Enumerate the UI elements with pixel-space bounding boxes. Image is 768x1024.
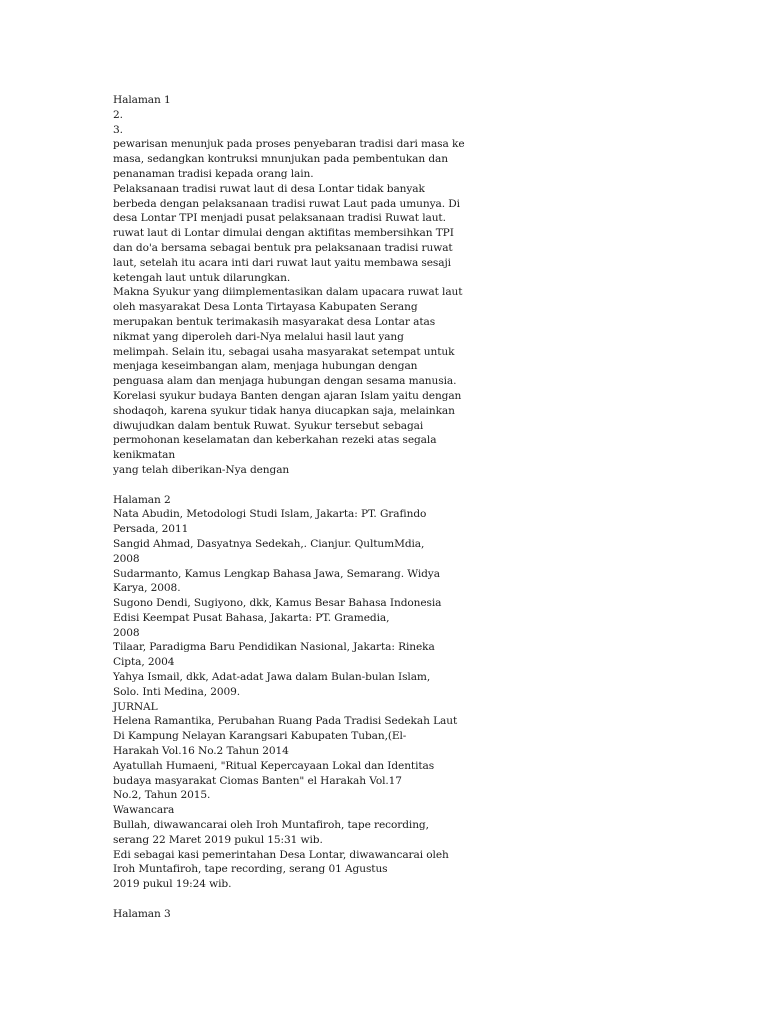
text-line: Makna Syukur yang diimplementasikan dalam upacara ruwat laut bbox=[113, 286, 463, 299]
text-line: Di Kampung Nelayan Karangsari Kabupaten Tuban,(El- bbox=[113, 730, 407, 743]
text-line: Nata Abudin, Metodologi Studi Islam, Jakarta: PT. Grafindo bbox=[113, 508, 427, 521]
document-content bbox=[113, 93, 465, 922]
text-line: No.2, Tahun 2015. bbox=[113, 789, 211, 802]
text-line: yang telah diberikan-Nya dengan bbox=[113, 463, 290, 476]
text-line: Edisi Keempat Pusat Bahasa, Jakarta: PT. Gramedia, bbox=[113, 611, 390, 624]
text-line: 2008 bbox=[113, 552, 140, 565]
text-line: kenikmatan bbox=[113, 449, 176, 462]
text-line: Harakah Vol.16 No.2 Tahun 2014 bbox=[113, 745, 289, 758]
text-line: Bullah, diwawancarai oleh Iroh Muntafiroh, tape recording, bbox=[113, 819, 429, 832]
text-line: Pelaksanaan tradisi ruwat laut di desa Lontar tidak banyak bbox=[113, 182, 425, 195]
text-line: budaya masyarakat Ciomas Banten" el Harakah Vol.17 bbox=[113, 774, 402, 787]
page1-body bbox=[113, 108, 465, 478]
text-line: Cipta, 2004 bbox=[113, 656, 175, 669]
text-line: laut, setelah itu acara inti dari ruwat laut yaitu membawa sesaji bbox=[113, 256, 451, 269]
text-line: diwujudkan dalam bentuk Ruwat. Syukur tersebut sebagai bbox=[113, 419, 424, 432]
text-line: 3. bbox=[113, 123, 123, 136]
text-line: Sudarmanto, Kamus Lengkap Bahasa Jawa, Semarang. Widya bbox=[113, 567, 440, 580]
text-line: masa, sedangkan kontruksi mnunjukan pada pembentukan dan bbox=[113, 153, 448, 166]
text-line: ruwat laut di Lontar dimulai dengan aktifitas membersihkan TPI bbox=[113, 227, 454, 240]
text-line: permohonan keselamatan dan keberkahan rezeki atas segala bbox=[113, 434, 437, 447]
text-line: 2008 bbox=[113, 626, 140, 639]
spacer bbox=[113, 478, 453, 493]
text-line: Korelasi syukur budaya Banten dengan ajaran Islam yaitu dengan bbox=[113, 389, 462, 402]
page1-heading: Halaman 1 bbox=[113, 94, 171, 106]
text-line: JURNAL bbox=[113, 700, 158, 713]
text-line: 2019 pukul 19:24 wib. bbox=[113, 878, 232, 891]
page2-heading: Halaman 2 bbox=[113, 493, 171, 506]
text-line: Ayatullah Humaeni, "Ritual Kepercayaan Lokal dan Identitas bbox=[113, 759, 435, 772]
text-line: Yahya Ismail, dkk, Adat-adat Jawa dalam Bulan-bulan Islam, bbox=[113, 671, 431, 684]
text-line: shodaqoh, karena syukur tidak hanya diucapkan saja, melainkan bbox=[113, 404, 455, 417]
text-line: oleh masyarakat Desa Lonta Tirtayasa Kabupaten Serang bbox=[113, 301, 418, 314]
text-line: berbeda dengan pelaksanaan tradisi ruwat Laut pada umunya. Di bbox=[113, 197, 460, 210]
text-line: menjaga keseimbangan alam, menjaga hubungan dengan bbox=[113, 360, 418, 373]
text-line: pewarisan menunjuk pada proses penyebaran tradisi dari masa ke bbox=[113, 138, 465, 151]
page3-heading: Halaman 3 bbox=[113, 907, 171, 920]
text-line: 2. bbox=[113, 108, 123, 121]
text-line: Karya, 2008. bbox=[113, 582, 181, 595]
text-line: Tilaar, Paradigma Baru Pendidikan Nasional, Jakarta: Rineka bbox=[113, 641, 435, 654]
text-line: penguasa alam dan menjaga hubungan dengan sesama manusia. bbox=[113, 375, 457, 388]
spacer bbox=[113, 892, 453, 907]
text-line: desa Lontar TPI menjadi pusat pelaksanaan tradisi Ruwat laut. bbox=[113, 212, 446, 225]
text-line: Solo. Inti Medina, 2009. bbox=[113, 685, 241, 698]
text-line: Iroh Muntafiroh, tape recording, serang 01 Agustus bbox=[113, 863, 388, 876]
text-line: nikmat yang diperoleh dari-Nya melalui hasil laut yang bbox=[113, 330, 404, 343]
text-line: ketengah laut untuk dilarungkan. bbox=[113, 271, 291, 284]
text-line: Persada, 2011 bbox=[113, 523, 189, 536]
text-line: Helena Ramantika, Perubahan Ruang Pada Tradisi Sedekah Laut bbox=[113, 715, 458, 728]
text-line: penanaman tradisi kepada orang lain. bbox=[113, 167, 314, 180]
text-line: Sugono Dendi, Sugiyono, dkk, Kamus Besar Bahasa Indonesia bbox=[113, 597, 442, 610]
text-line: melimpah. Selain itu, sebagai usaha masyarakat setempat untuk bbox=[113, 345, 455, 358]
page2-body bbox=[113, 507, 458, 892]
text-line: merupakan bentuk terimakasih masyarakat desa Lontar atas bbox=[113, 315, 436, 328]
text-line: dan do'a bersama sebagai bentuk pra pelaksanaan tradisi ruwat bbox=[113, 241, 453, 254]
text-line: Edi sebagai kasi pemerintahan Desa Lontar, diwawancarai oleh bbox=[113, 848, 449, 861]
text-line: Sangid Ahmad, Dasyatnya Sedekah,. Cianjur. QultumMdia, bbox=[113, 537, 425, 550]
text-line: Wawancara bbox=[113, 804, 175, 817]
text-line: serang 22 Maret 2019 pukul 15:31 wib. bbox=[113, 833, 323, 846]
